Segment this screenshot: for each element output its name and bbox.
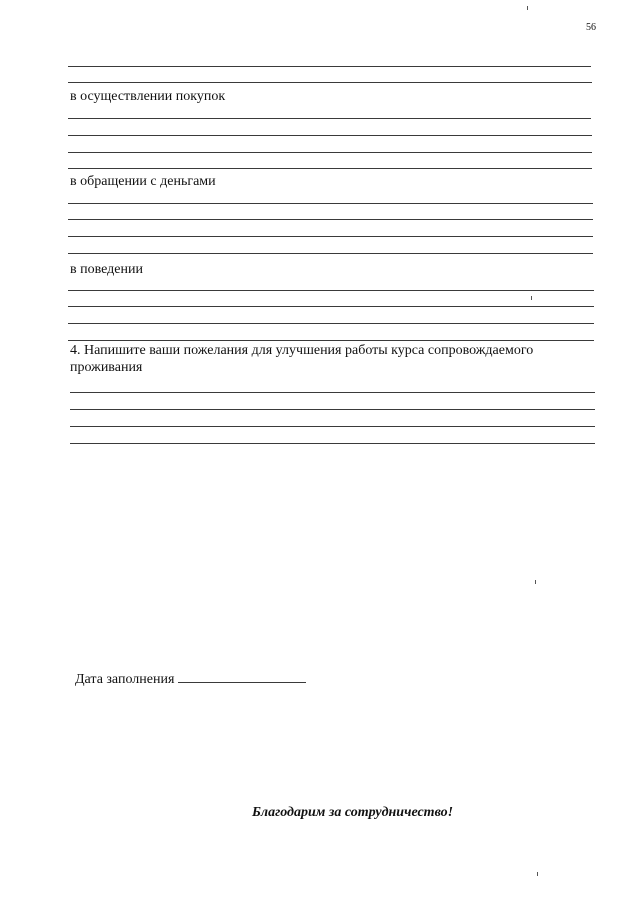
- section-label-money: в обращении с деньгами: [70, 174, 216, 189]
- section-label-purchases: в осуществлении покупок: [70, 89, 226, 104]
- question-4: 4. Напишите ваши пожелания для улучшения работы курса сопровождаемого проживания: [70, 343, 534, 375]
- scan-speck: [537, 872, 538, 876]
- fill-date-row: [75, 669, 306, 688]
- scan-speck: [527, 6, 528, 10]
- scan-speck: [535, 580, 536, 584]
- answer-line[interactable]: [68, 203, 593, 204]
- answer-line[interactable]: [68, 168, 592, 169]
- answer-line[interactable]: [70, 443, 595, 444]
- answer-line[interactable]: [70, 392, 595, 393]
- answer-line[interactable]: [68, 290, 594, 291]
- section-label-behavior: в поведении: [70, 262, 143, 277]
- answer-line[interactable]: [70, 426, 595, 427]
- answer-line[interactable]: [68, 323, 594, 324]
- answer-line[interactable]: [68, 219, 593, 220]
- answer-line[interactable]: [68, 152, 592, 153]
- answer-line[interactable]: [68, 82, 592, 83]
- scan-speck: [531, 296, 532, 300]
- fill-date-label: Дата заполнения: [75, 672, 175, 687]
- answer-line[interactable]: [68, 340, 594, 341]
- closing-thanks: Благодарим за сотрудничество!: [252, 805, 454, 820]
- answer-line[interactable]: [68, 135, 592, 136]
- fill-date-field[interactable]: [178, 669, 306, 683]
- answer-line[interactable]: [68, 306, 594, 307]
- answer-line[interactable]: [68, 236, 593, 237]
- answer-line[interactable]: [68, 66, 591, 67]
- answer-line[interactable]: [70, 409, 595, 410]
- answer-line[interactable]: [68, 253, 593, 254]
- page-number: 56: [586, 22, 596, 33]
- answer-line[interactable]: [68, 118, 591, 119]
